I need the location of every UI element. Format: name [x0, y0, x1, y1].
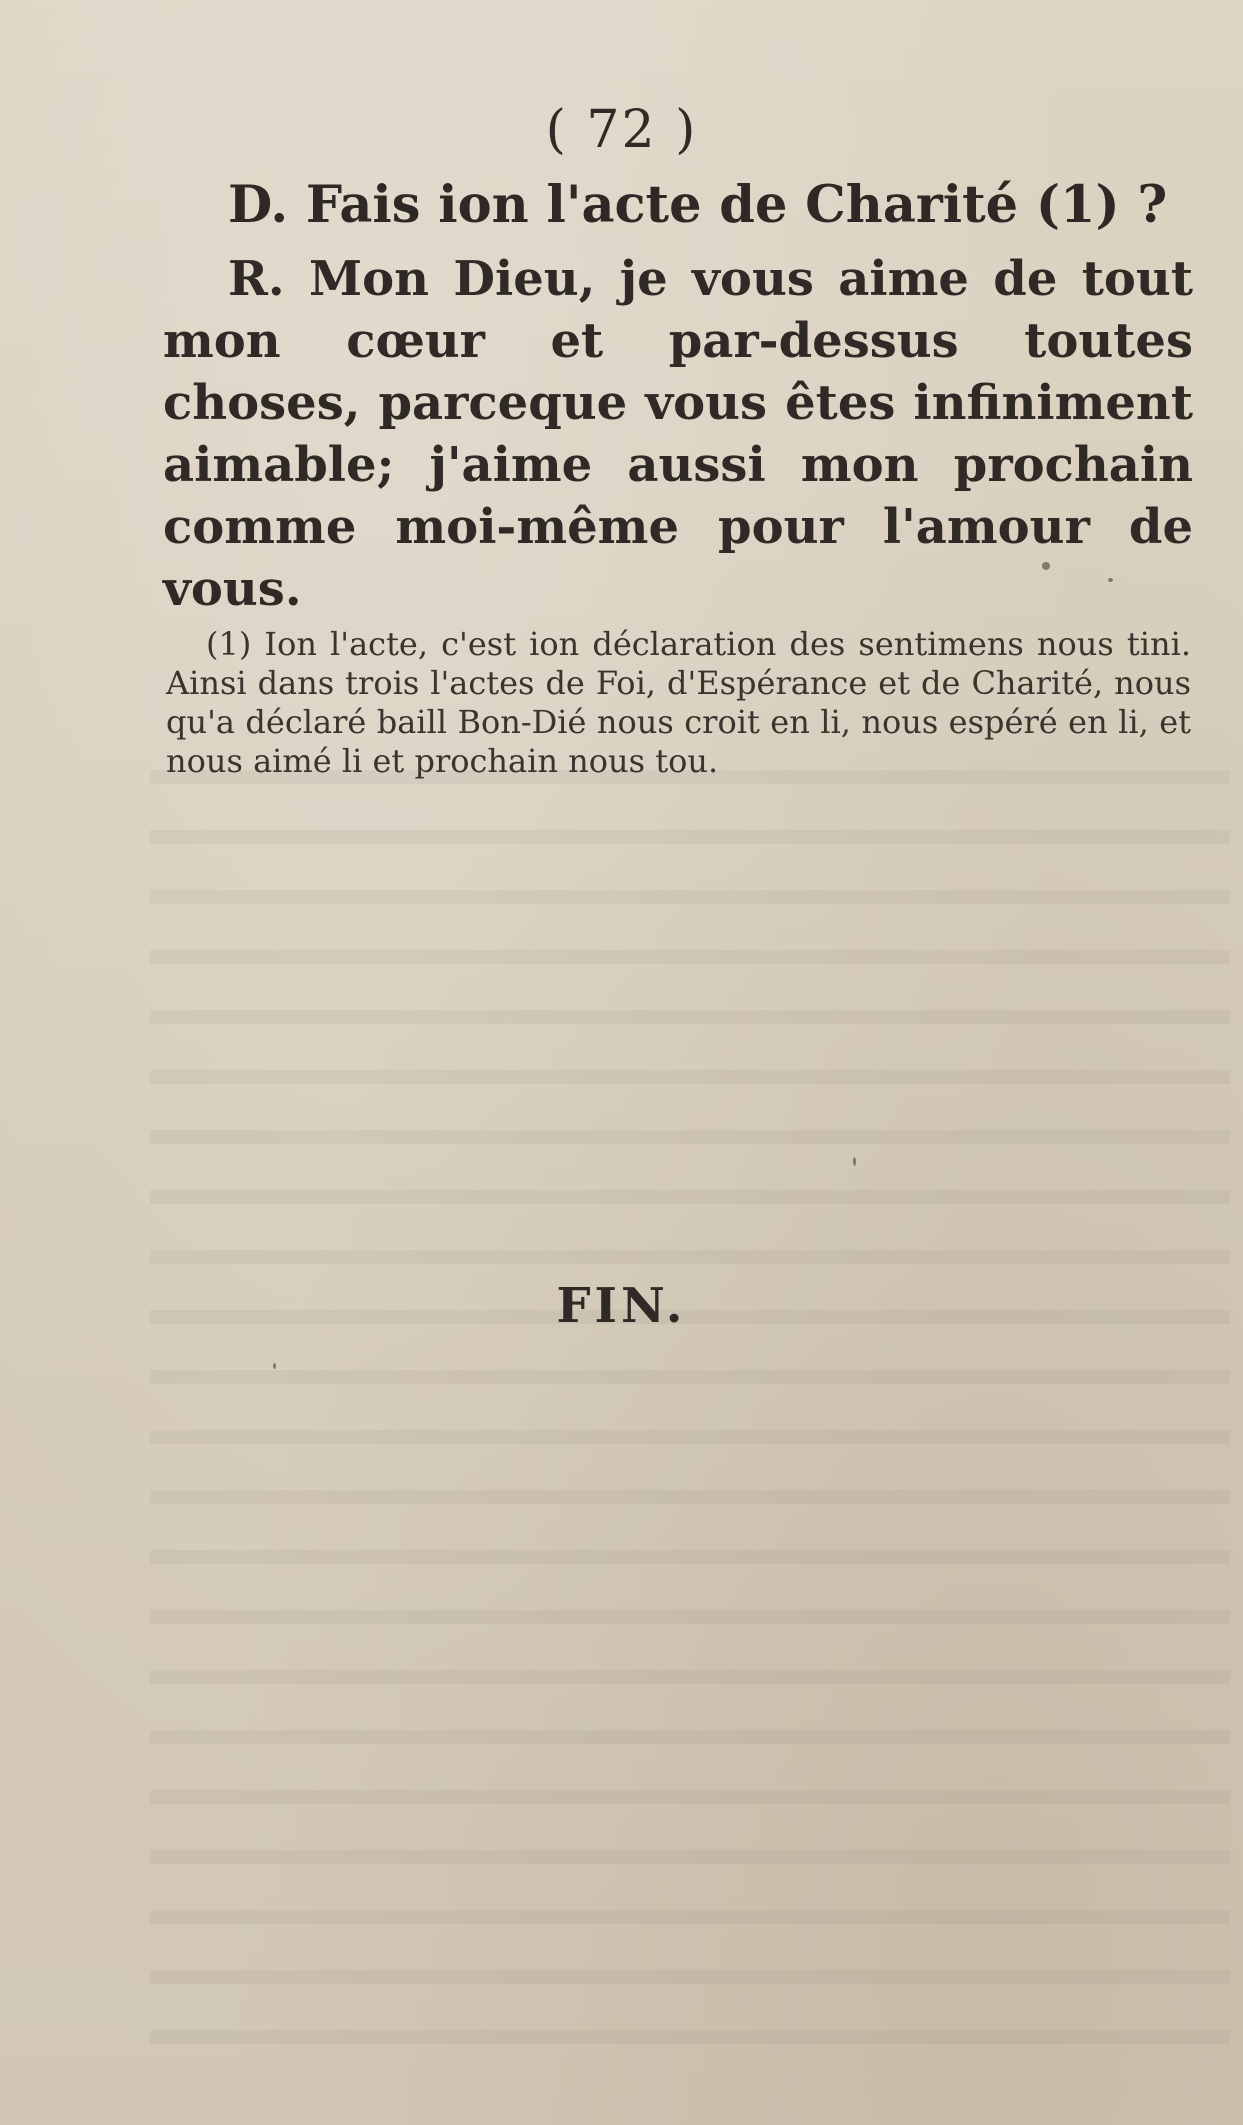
- ink-speck: [273, 1363, 276, 1369]
- ink-speck: [853, 1157, 856, 1166]
- question-text: D. Fais ion l'acte de Charité (1) ?: [228, 175, 1168, 235]
- ink-speck: [1042, 562, 1050, 570]
- ink-speck: [1108, 578, 1113, 582]
- show-through-texture: [150, 770, 1230, 2070]
- footnote: (1) Ion l'acte, c'est ion déclaration des sentimens nous tini. Ainsi dans trois l'actes de Foi, d'Espérance et de Charité, nous qu'a déclaré baill Bon-Dié nous croit en li, nous espéré en li, et nous aimé li et prochain nous tou.: [166, 625, 1191, 780]
- page-number: ( 72 ): [545, 100, 698, 160]
- answer-paragraph: R. Mon Dieu, je vous aime de tout mon cœur et par-dessus toutes choses, parceque vous êtes infiniment aimable; j'aime aussi mon prochain comme moi-même pour l'amour de vous.: [163, 251, 1193, 617]
- closing-fin: FIN.: [556, 1278, 687, 1334]
